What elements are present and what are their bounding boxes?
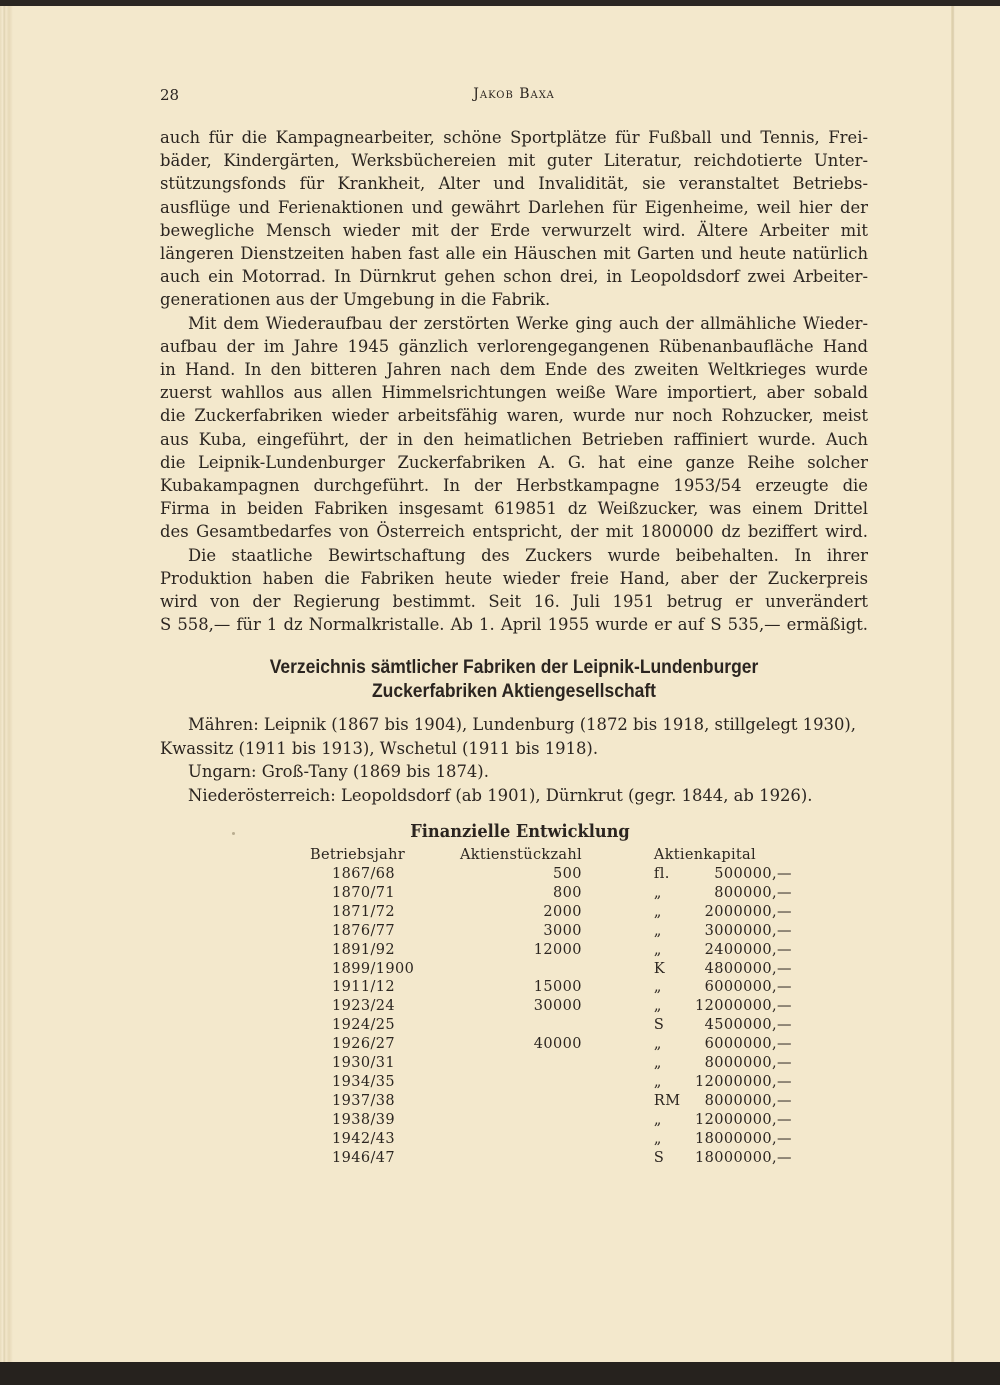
cell-year: 1876/77 [332,922,396,939]
financial-title: Finanzielle Entwicklung [410,821,630,842]
cell-capital: 4800000,— [704,960,792,977]
cell-year: 1926/27 [332,1036,396,1053]
cell-year: 1942/43 [332,1130,396,1147]
cell-spacer [582,997,654,1016]
table-row [310,997,792,1016]
table-row [310,1073,792,1092]
cell-capital: 18000000,— [695,1130,792,1147]
cell-shares: 800 [553,884,582,901]
cell-year: 1871/72 [332,903,396,920]
cell-year: 1870/71 [332,884,396,901]
cell-year: 1911/12 [332,979,396,996]
cell-spacer [582,1016,654,1035]
cell-currency: „ [653,1111,662,1128]
text-line: S 558,— für 1 dz Normalkristalle. Ab 1. April 1955 wurde er auf S 535,— ermäßigt. [160,615,868,635]
table-row [310,1035,792,1054]
page-header [160,86,868,108]
cell-currency: „ [653,1036,662,1053]
book-page [0,6,1000,1368]
text-line: in Hand. In den bitteren Jahren nach dem Ende des zweiten Weltkrieges wurde [160,360,868,380]
cell-shares [450,1016,582,1035]
cell-spacer [582,978,654,997]
running-head: Jakob Baxa [473,86,555,102]
cell-currency: „ [653,998,662,1015]
text-line: des Gesamtbedarfes von Österreich entspricht, der mit 1800000 dz beziffert wird. [160,522,868,542]
table-header-row [310,846,792,865]
cell-capital: 500000,— [714,866,792,882]
cell-spacer [582,1035,654,1054]
cell-currency: „ [653,941,662,958]
cell-shares [450,1149,582,1168]
text-line: auch für die Kampagnearbeiter, schöne Sportplätze für Fußball und Tennis, Frei- [160,128,868,147]
cell-shares: 2000 [543,903,582,920]
table-row [310,1054,792,1073]
cell-capital: 3000000,— [704,922,792,939]
cell-capital: 18000000,— [695,1149,792,1166]
text-line: bäder, Kindergärten, Werksbüchereien mit guter Literatur, reichdotierte Unter- [160,151,868,171]
header-capital: Aktienkapital [653,847,756,863]
factory-entry-maehren-cont: Kwassitz (1911 bis 1913), Wschetul (1911 bis 1918). [160,738,599,758]
cell-capital: 12000000,— [695,998,792,1015]
cell-shares [450,1092,582,1111]
header-spacer [582,846,654,865]
cell-year: 1938/39 [332,1111,396,1128]
cell-year: 1924/25 [332,1017,396,1034]
cell-capital: 2000000,— [704,903,792,920]
cell-capital: 12000000,— [695,1073,792,1090]
cell-year: 1946/47 [332,1149,396,1166]
cell-year: 1899/1900 [332,960,415,977]
cell-currency: „ [653,922,662,939]
body-text [160,126,868,636]
cell-spacer [582,1149,654,1168]
table-row [310,884,792,903]
cell-year: 1867/68 [332,866,396,882]
text-line: die Zuckerfabriken wieder arbeitsfähig waren, wurde nur noch Rohzucker, meist [160,406,868,426]
print-speck [232,832,235,835]
cell-spacer [582,865,654,884]
financial-table-body [310,865,792,1168]
paragraph-1 [160,126,868,312]
text-line: die Leipnik-Lundenburger Zuckerfabriken A. G. hat eine ganze Reihe solcher [160,452,868,472]
text-line: Die staatliche Bewirtschaftung des Zuckers wurde beibehalten. In ihrer [188,545,868,565]
text-line: längeren Dienstzeiten haben fast alle ein Häuschen mit Garten und heute natürlich [160,244,868,264]
cell-shares [450,1054,582,1073]
cell-shares: 30000 [533,998,582,1015]
cell-currency: RM [653,1092,681,1109]
text-line: auch ein Motorrad. In Dürnkrut gehen schon drei, in Leopoldsdorf zwei Arbeiter- [160,267,868,287]
cell-spacer [582,1073,654,1092]
table-row [310,1111,792,1130]
cell-capital: 12000000,— [695,1111,792,1128]
cell-currency: S [653,1017,665,1034]
cell-spacer [582,1092,654,1111]
header-shares: Aktienstückzahl [460,847,582,863]
page-edge-left [0,6,16,1368]
text-line: generationen aus der Umgebung in die Fabrik. [160,290,551,310]
factory-entry-ungarn: Ungarn: Groß-Tany (1869 bis 1874). [188,762,489,781]
text-line: zuerst wahllos aus allen Himmelsrichtungen weiße Ware importiert, aber sobald [160,383,868,403]
text-line: bewegliche Mensch wieder mit der Erde verwurzelt wird. Ältere Arbeiter mit [160,220,868,240]
cell-currency: „ [653,903,662,920]
cell-currency: „ [653,884,662,901]
cell-capital: 6000000,— [704,1036,792,1053]
cell-currency: „ [653,1130,662,1147]
cell-shares [450,960,582,979]
table-row [310,1149,792,1168]
cell-year: 1891/92 [332,941,396,958]
cell-shares [450,1130,582,1149]
header-year: Betriebsjahr [310,847,405,863]
cell-spacer [582,884,654,903]
section-heading-line-2: Zuckerfabriken Aktiengesellschaft [372,681,656,702]
cell-shares: 500 [553,866,582,882]
cell-currency: „ [653,979,662,996]
cell-shares: 40000 [533,1036,582,1053]
table-row [310,1016,792,1035]
table-row [310,960,792,979]
cell-spacer [582,1130,654,1149]
table-row [310,903,792,922]
table-row [310,865,792,884]
cell-currency: „ [653,1055,662,1072]
cell-capital: 6000000,— [704,979,792,996]
text-line: Produktion haben die Fabriken heute wieder freie Hand, aber der Zuckerpreis [160,568,868,588]
cell-capital: 8000000,— [704,1092,792,1109]
factory-entry-niederoesterreich: Niederösterreich: Leopoldsdorf (ab 1901), Dürnkrut (gegr. 1844, ab 1926). [188,785,813,805]
cell-year: 1934/35 [332,1073,396,1090]
cell-spacer [582,922,654,941]
cell-currency: S [653,1149,665,1166]
factory-list [160,713,868,807]
section-heading [188,656,839,704]
cell-currency: „ [653,1073,662,1090]
table-row [310,941,792,960]
cell-spacer [582,1111,654,1130]
cell-capital: 800000,— [714,884,792,901]
page-number: 28 [160,86,180,104]
cell-capital: 2400000,— [704,941,792,958]
text-line: ausflüge und Ferienaktionen und gewährt Darlehen für Eigenheime, weil hier der [160,197,868,217]
paragraph-3 [160,544,868,637]
cell-shares: 3000 [543,922,582,939]
table-row [310,922,792,941]
cell-spacer [582,1054,654,1073]
cell-spacer [582,941,654,960]
text-line: Firma in beiden Fabriken insgesamt 619851 dz Weißzucker, was einem Drittel [160,499,868,519]
cell-shares: 15000 [533,979,582,996]
cell-shares [450,1073,582,1092]
scan-background [0,1362,1000,1385]
cell-shares [450,1111,582,1130]
text-line: Mit dem Wiederaufbau der zerstörten Werke ging auch der allmähliche Wieder- [188,313,868,333]
cell-capital: 8000000,— [704,1055,792,1072]
text-line: wird von der Regierung bestimmt. Seit 16. Juli 1951 betrug er unverändert [160,592,868,612]
table-row [310,978,792,997]
table-row [310,1130,792,1149]
text-line: aus Kuba, eingeführt, der in den heimatlichen Betrieben raffiniert wurde. Auch [160,429,868,449]
table-row [310,1092,792,1111]
cell-capital: 4500000,— [704,1017,792,1034]
text-line: stützungsfonds für Krankheit, Alter und Invalidität, sie veranstaltet Betriebs- [160,174,868,194]
financial-table [310,846,792,1168]
cell-year: 1930/31 [332,1055,396,1072]
paragraph-2 [160,312,868,544]
text-line: aufbau der im Jahre 1945 gänzlich verlorengegangenen Rübenanbaufläche Hand [160,336,868,356]
cell-spacer [582,960,654,979]
page-fold-right [951,6,955,1368]
text-line: Kubakampagnen durchgeführt. In der Herbstkampagne 1953/54 erzeugte die [160,476,868,496]
cell-shares: 12000 [533,941,582,958]
factory-entry-maehren: Mähren: Leipnik (1867 bis 1904), Lundenburg (1872 bis 1918, stillgelegt 1930), [188,715,856,734]
cell-year: 1923/24 [332,998,396,1015]
cell-year: 1937/38 [332,1092,396,1109]
cell-spacer [582,903,654,922]
cell-currency: fl. [653,866,670,882]
cell-currency: K [653,960,666,977]
section-heading-line-1: Verzeichnis sämtlicher Fabriken der Leipnik-Lundenburger [269,657,759,678]
